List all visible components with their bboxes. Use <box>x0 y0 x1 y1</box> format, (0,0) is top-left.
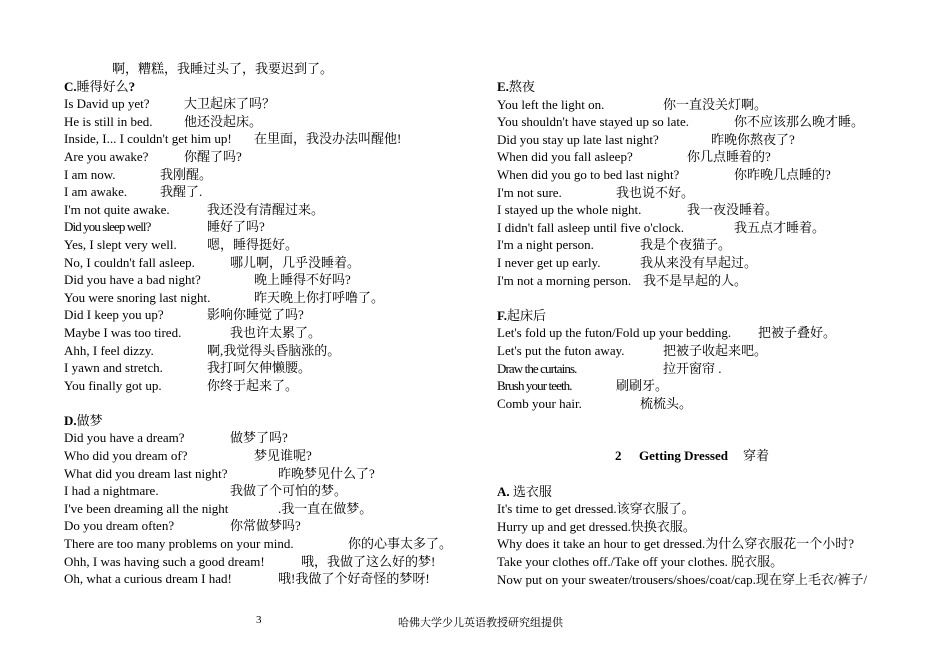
intro-text: 啊，糟糕，我睡过头了，我要迟到了。 <box>112 61 334 76</box>
e-line-10: I'm not a morning person. 我不是早起的人。 <box>497 272 748 288</box>
d-line-4: I've been dreaming all the night .我一直在做梦。 <box>64 500 373 516</box>
right-column <box>497 78 917 588</box>
e-line-5: I'm not sure. 我也说不好。 <box>497 184 695 200</box>
c-line-12: Did I keep you up? 影响你睡觉了吗? <box>64 307 304 323</box>
f-line-2: Draw the curtains. 拉开窗帘 . <box>497 360 722 376</box>
section-e-letter: E. <box>497 79 509 94</box>
footer-credit: 哈佛大学少儿英语教授研究组提供 <box>398 617 563 629</box>
spacer <box>497 289 917 307</box>
c-line-15: I yawn and stretch. 我打呵欠伸懒腰。 <box>64 360 312 376</box>
intro-line <box>64 60 474 78</box>
d-line-0: Did you have a dream? 做梦了吗? <box>64 430 288 446</box>
section-d-letter: D. <box>64 412 77 428</box>
e-line-8: I'm a night person. 我是个夜猫子。 <box>497 237 732 253</box>
section-c-mark: ? <box>128 78 136 94</box>
c-line-8: Yes, I slept very well. 嗯，睡得挺好。 <box>64 236 299 252</box>
section-e-heading <box>497 78 917 96</box>
section-a-letter: A. <box>497 483 510 499</box>
c-line-14: Ahh, I feel dizzy. 啊,我觉得头昏脑涨的。 <box>64 342 341 358</box>
f-line-0: Let's fold up the futon/Fold up your bedding. 把被子叠好。 <box>497 325 837 341</box>
f-line-1: Let's put the futon away. 把被子收起来吧。 <box>497 342 768 358</box>
e-line-6: I stayed up the whole night. 我一夜没睡着。 <box>497 202 779 218</box>
chapter-title: Getting Dressed <box>639 448 728 464</box>
e-line-4: When did you go to bed last night? 你昨晚几点睡的? <box>497 166 831 182</box>
spacer <box>497 412 917 430</box>
f-line-4: Comb your hair. 梳梳头。 <box>497 395 693 411</box>
d-line-6: There are too many problems on your mind. 你的心事太多了。 <box>64 536 453 552</box>
section-c-letter: C. <box>64 78 77 94</box>
c-line-0: Is David up yet? 大卫起床了吗？ <box>64 96 276 112</box>
d-line-5: Do you dream often? 你常做梦吗? <box>64 518 301 534</box>
left-column <box>64 60 474 588</box>
section-c-title: 睡得好么 <box>76 78 129 94</box>
chapter-heading <box>497 447 917 465</box>
section-f-letter: F. <box>497 307 507 323</box>
e-line-9: I never get up early. 我从来没有早起过。 <box>497 254 758 270</box>
section-f-heading <box>497 307 917 325</box>
spacer <box>497 430 917 448</box>
c-line-6: I'm not quite awake. 我还没有清醒过来。 <box>64 201 325 217</box>
d-line-1: Who did you dream of? 梦见谁呢? <box>64 448 312 464</box>
section-e-title: 熬夜 <box>508 79 535 94</box>
c-line-7: Did you sleep well? 睡好了吗? <box>64 219 265 235</box>
c-line-10: Did you have a bad night? 晚上睡得不好吗? <box>64 272 351 288</box>
e-line-1: You shouldn't have stayed up so late. 你不应该那么晚才睡。 <box>497 114 865 130</box>
e-line-7: I didn't fall asleep until five o'clock. 我五点才睡着。 <box>497 219 826 235</box>
c-line-11: You were snoring last night. 昨天晚上你打呼噜了。 <box>64 289 385 305</box>
a-line-4: Now put on your sweater/trousers/shoes/coat/cap.现在穿上毛衣/裤子/ <box>497 571 868 587</box>
c-line-4: I am now. 我刚醒。 <box>64 166 213 182</box>
a-line-3: Take your clothes off./Take off your clothes. 脱衣服。 <box>497 554 784 570</box>
chapter-number: 2 <box>615 448 622 464</box>
c-line-5: I am awake. 我醒了. <box>64 184 203 200</box>
spacer <box>64 394 474 412</box>
c-line-2: Inside, I... I couldn't get him up! 在里面，我没办法叫醒他! <box>64 131 402 147</box>
d-line-3: I had a nightmare. 我做了个可怕的梦。 <box>64 483 348 499</box>
section-a-heading <box>497 483 917 501</box>
e-line-3: When did you fall asleep? 你几点睡着的? <box>497 149 771 165</box>
section-d-title: 做梦 <box>76 412 103 428</box>
spacer <box>497 465 917 483</box>
a-line-0: It's time to get dressed.该穿衣服了。 <box>497 501 695 517</box>
d-line-7: Ohh, I was having such a good dream! 哦，我做了这么好的梦! <box>64 553 436 569</box>
d-line-2: What did you dream last night? 昨晚梦见什么了? <box>64 465 375 481</box>
section-f-title: 起床后 <box>507 307 547 323</box>
f-line-3: Brush your teeth. 刷刷牙。 <box>497 378 669 394</box>
d-line-8: Oh, what a curious dream I had! 哦!我做了个好奇怪的梦呀! <box>64 571 430 587</box>
c-line-13: Maybe I was too tired. 我也许太累了。 <box>64 324 322 340</box>
a-line-1: Hurry up and get dressed.快换衣服。 <box>497 518 696 534</box>
section-d-heading <box>64 412 474 430</box>
e-line-2: Did you stay up late last night? 昨晚你熬夜了? <box>497 131 795 147</box>
c-line-16: You finally got up. 你终于起来了。 <box>64 377 299 393</box>
a-line-2: Why does it take an hour to get dressed.为什么穿衣服花一个小时? <box>497 536 855 552</box>
c-line-9: No, I couldn't fall asleep. 哪儿啊，几乎没睡着。 <box>64 254 361 270</box>
c-line-3: Are you awake? 你醒了吗? <box>64 148 242 164</box>
page-number: 3 <box>256 614 262 626</box>
e-line-0: You left the light on. 你一直没关灯啊。 <box>497 96 768 112</box>
c-line-1: He is still in bed. 他还没起床。 <box>64 113 263 129</box>
section-a-title: 选衣服 <box>512 483 552 499</box>
chapter-title-zh: 穿着 <box>743 448 770 464</box>
section-c-heading <box>64 78 474 96</box>
